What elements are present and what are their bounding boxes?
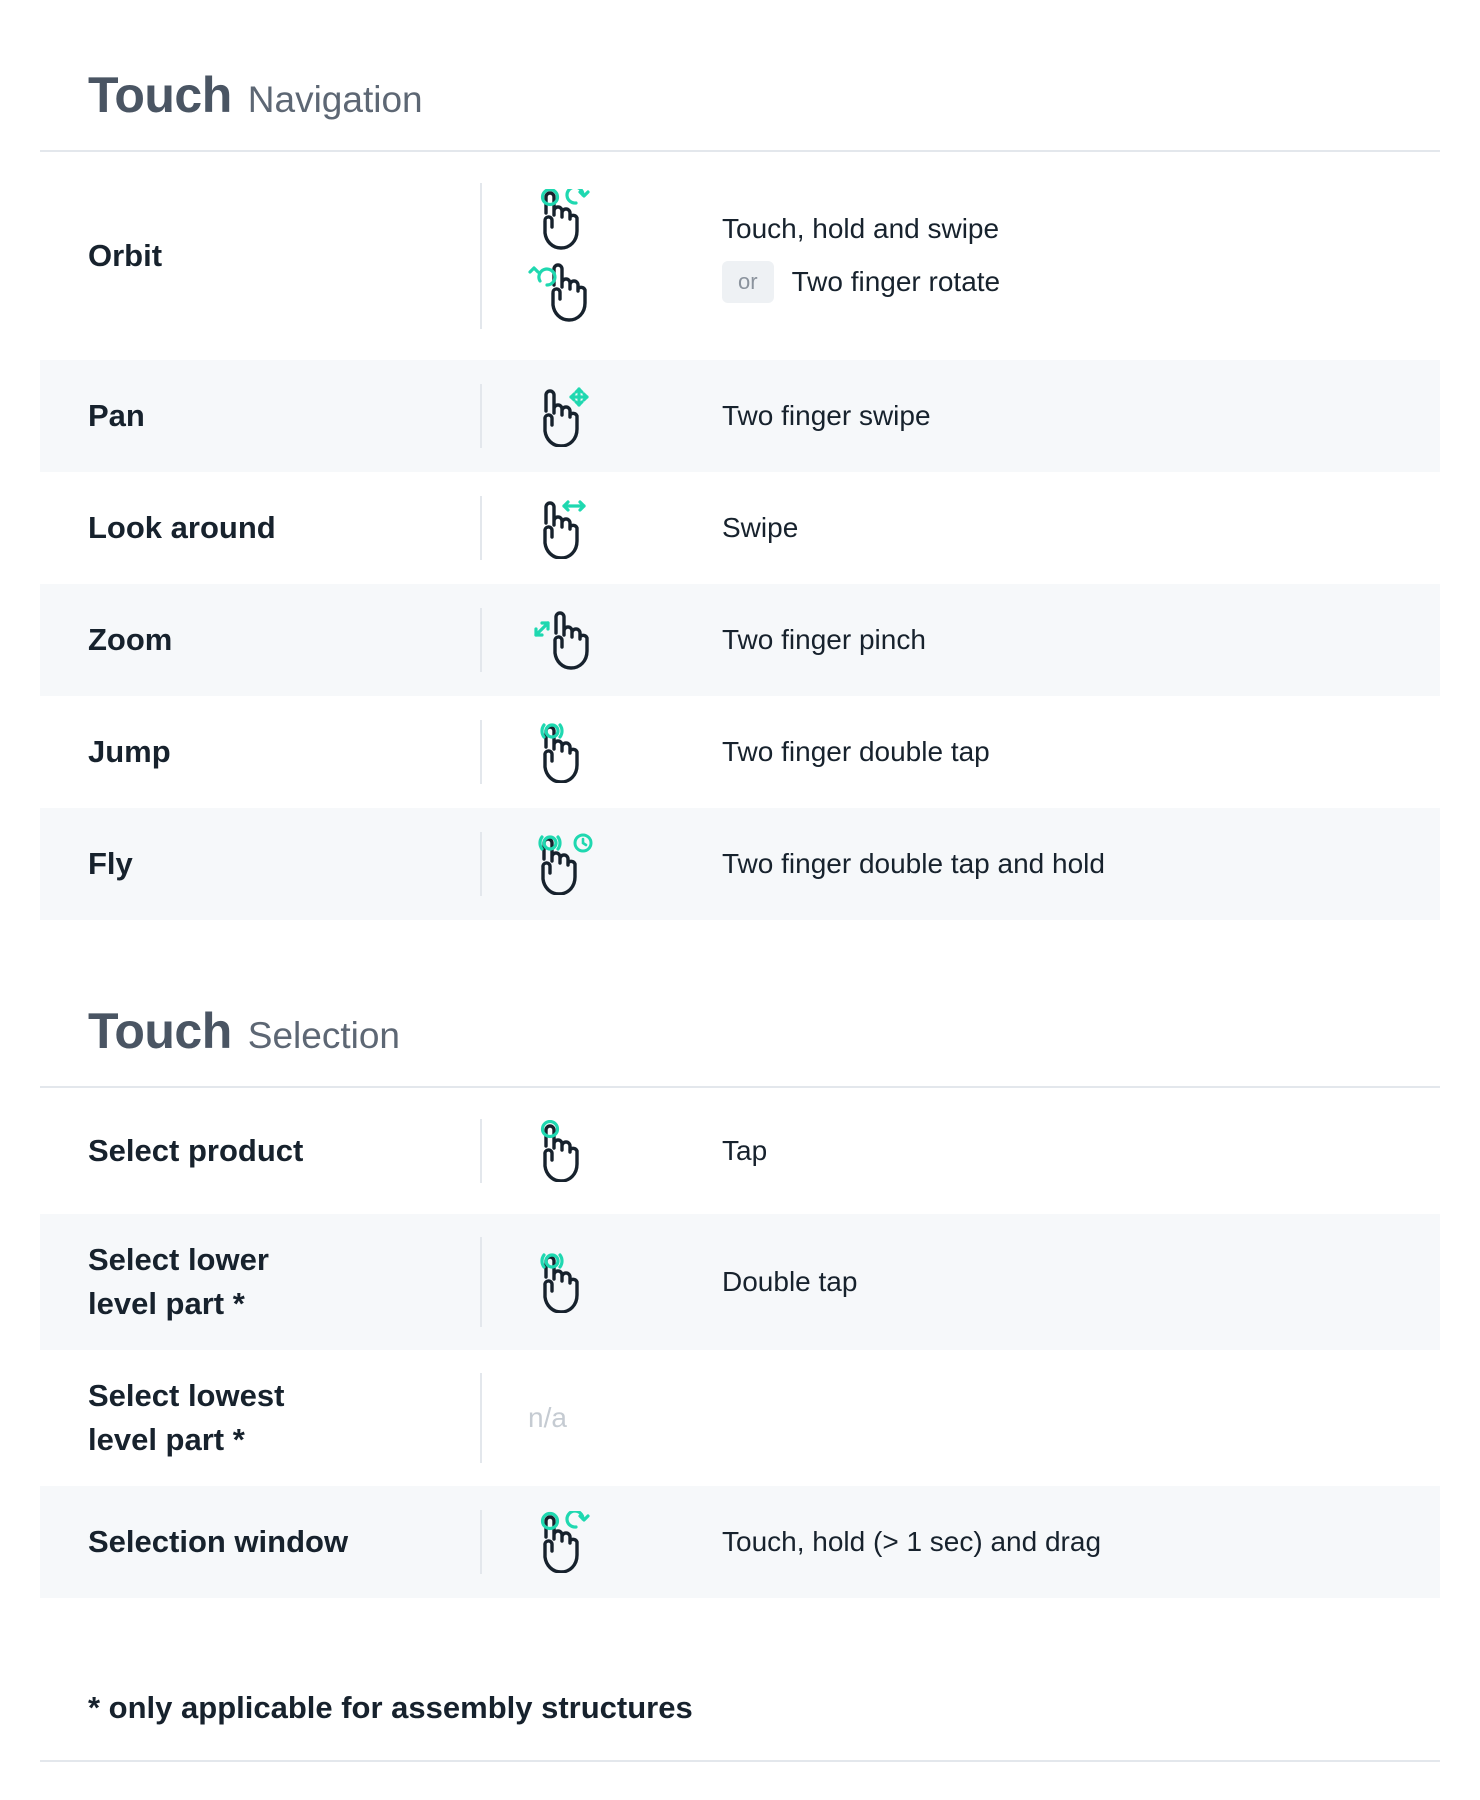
- row-icon-cell: [482, 1251, 672, 1313]
- row-label: Look around: [88, 510, 276, 545]
- row-description: Swipe: [722, 512, 799, 543]
- selection-section: [40, 936, 1440, 1598]
- navigation-section: [40, 0, 1440, 920]
- footnote-text: * only applicable for assembly structures: [88, 1690, 693, 1725]
- row-label: Pan: [88, 398, 145, 433]
- tap-rotate-icon: [532, 1511, 592, 1573]
- table-row-orbit: [40, 152, 1440, 360]
- row-description: Tap: [722, 1135, 768, 1166]
- row-description: Double tap: [722, 1266, 858, 1297]
- row-description: Two finger double tap: [722, 736, 990, 767]
- row-icon-cell: [482, 1120, 672, 1182]
- row-description: Two finger pinch: [722, 624, 926, 655]
- section-title-main: Touch: [88, 1003, 232, 1059]
- section-title-main: Touch: [88, 67, 232, 123]
- table-row-select-product: [40, 1088, 1440, 1214]
- tap-icon: [532, 1120, 592, 1182]
- row-label: Orbit: [88, 238, 163, 273]
- or-badge: or: [722, 261, 774, 303]
- row-label: Select lower level part *: [88, 1242, 269, 1321]
- not-applicable-text: n/a: [528, 1402, 567, 1433]
- swipe-icon: [532, 497, 592, 559]
- row-description: Touch, hold (> 1 sec) and drag: [722, 1526, 1102, 1557]
- double-tap-icon: [532, 1251, 592, 1313]
- table-row-jump: [40, 696, 1440, 808]
- two-finger-rotate-icon: [526, 261, 592, 323]
- row-icon-cell: [482, 833, 672, 895]
- table-row-pan: [40, 360, 1440, 472]
- row-icon-cell: [482, 1511, 672, 1573]
- row-label: Select lowest level part *: [88, 1378, 285, 1457]
- row-label: Zoom: [88, 622, 173, 657]
- section-title: [88, 1002, 400, 1060]
- pinch-icon: [532, 609, 594, 671]
- orbit-alt-text: Two finger rotate: [791, 266, 1001, 297]
- table-row-look-around: [40, 472, 1440, 584]
- row-label: Fly: [88, 846, 133, 881]
- table-row-select-lower-level-part: [40, 1214, 1440, 1350]
- orbit-alternative-gesture: [722, 261, 1000, 303]
- row-icon-cell: [482, 609, 672, 671]
- table-row-fly: [40, 808, 1440, 920]
- row-icon-cell: [482, 497, 672, 559]
- table-row-select-lowest-level-part: [40, 1350, 1440, 1486]
- row-icon-cell: [482, 189, 672, 323]
- double-tap-icon: [532, 721, 592, 783]
- row-icon-cell: [482, 721, 672, 783]
- row-description: Two finger double tap and hold: [722, 848, 1105, 879]
- selection-section-header: [40, 936, 1440, 1088]
- row-icon-cell: [482, 385, 672, 447]
- double-tap-hold-icon: [532, 833, 594, 895]
- row-description: Two finger swipe: [722, 400, 931, 431]
- orbit-primary-gesture: Touch, hold and swipe: [722, 213, 1000, 244]
- section-title: [88, 66, 423, 124]
- table-row-zoom: [40, 584, 1440, 696]
- row-description: [722, 209, 1000, 303]
- section-title-sub: Selection: [247, 1015, 400, 1056]
- footnote: [40, 1660, 1440, 1762]
- two-finger-move-icon: [532, 385, 592, 447]
- tap-rotate-icon: [532, 189, 592, 251]
- row-label: Jump: [88, 734, 171, 769]
- row-label: Select product: [88, 1133, 304, 1168]
- table-row-selection-window: [40, 1486, 1440, 1598]
- section-title-sub: Navigation: [247, 79, 423, 120]
- navigation-section-header: [40, 0, 1440, 152]
- row-label: Selection window: [88, 1524, 349, 1559]
